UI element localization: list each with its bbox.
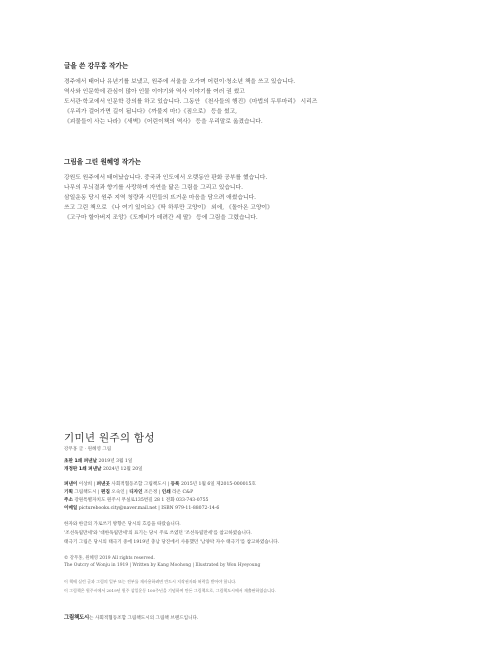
publisher-label: 펴낸이 [64,482,78,487]
author-bio [64,62,454,127]
first-edition-date: 2019년 3월 1일 [98,459,133,464]
address-label: 주소 [64,498,73,503]
first-edition-label: 초판 1쇄 펴낸날 [64,459,98,464]
credits-label: 기획 [64,490,73,495]
publisher-label: 등록 [170,482,180,487]
email-line: 이메일 picturebooks.city@naver.mail.net | ISBN 979-11-88072-14-6 [64,506,220,511]
address-value: 강원특별자치도 원주시 무실로135번길 28 1 전화 033-743-0755 [74,498,209,503]
credits-value: 그림책도시 [74,490,97,495]
second-edition-line [64,466,143,472]
credits-line: 기획 그림책도시 | 편집 오숙인 | 디자인 조은정 | 인쇄 라온 C&P [64,490,194,495]
credits-label: 편집 [101,490,110,495]
publisher-line: 펴낸이 이상희 | 펴낸곳 사회적협동조합 그림책도시 | 등록 2015년 1월 6일 제2015-000015호 [64,482,256,487]
note-line: '조선독립만세'와 '대한독립만세'의 표기는 당시 주로 쓰였던 '조선독립만세'를 참고하였습니다. [64,531,252,536]
second-edition-date: 2024년 12월 20일 [102,467,143,472]
publisher-value: 2015년 1월 6일 제2015-000015호 [180,482,256,487]
note-line: 태극기 그림은 당시의 태극기 중에 1919년 충남 당진에서 사용했던 '남양팍 자수 태극기'를 참고하였습니다. [64,540,280,545]
publisher-label: 펴낸곳 [96,482,110,487]
credits-value: 라온 C&P [172,490,194,495]
author-bio-line: 《괴물들이 사는 나라》《새벽》《어린이책의 역사》 등을 우리말로 옮겼습니다. [64,119,263,125]
illustrator-bio-line: 《고구마 할아버지 조앙》《도깨비가 데려간 세 딸》 등에 그림을 그렸습니다. [64,215,258,221]
author-bio-line: 《우리가 걸어가면 길이 됩니다》《까불지 마!》《짐으로》 등을 썼고, [64,109,238,115]
address-line [64,497,208,504]
second-edition-label: 개정판 1쇄 펴낸날 [64,467,102,472]
book-byline: 강무홍 글 · 원혜영 그림 [64,447,112,452]
author-bio-line: 경주에서 태어나 유년기를 보냈고, 원주에 서울을 오가며 어린이·청소년 책을 쓰고 있습니다. [64,79,296,85]
brand-text: 는 사회적협동조합 그림책도시의 그림책 브랜드입니다. [89,616,199,621]
publisher-value: 사회적협동조합 그림책도시 [111,482,167,487]
credits-label: 디자인 [129,490,143,495]
illustrator-bio-line: 강원도 원주에서 태어났습니다. 중국과 인도에서 오랫동안 판화 공부를 했습니다. [64,175,268,181]
illustrator-bio-title: 그림을 그린 원혜영 작가는 [64,158,141,166]
publisher-value: 이상희 [78,482,93,487]
illustrator-bio-line: 쓰고 그린 책으로 《나 여기 있어요》《딱 하루만 고양이》 외에, 《돌아온 고양이》 [64,205,273,211]
copyright-line: The Outcry of Wonju in 1919 | Written by Kang Moohong | Illustrated by Won Hyeyoung [64,563,261,568]
illustrator-bio [64,158,454,223]
isbn: ISBN 979-11-88072-14-6 [161,506,220,511]
author-bio-line: 도서관·학교에서 인문학 강의를 하고 있습니다. 그동안 《천사들의 행진》《마법의 두루마리》 시리즈 [64,99,318,105]
first-edition-line [64,458,132,464]
email-value: picturebooks.city@naver.mail.net [78,506,157,511]
credits-value: 오숙인 [111,490,125,495]
copyright-line: © 강무홍, 원혜영 2019 All rights reserved. [64,556,155,561]
author-bio-line: 역사와 인문학에 관심이 많아 인물 이야기와 역사 이야기를 여러 권 썼고 [64,89,245,95]
credits-value: 조은정 [143,490,158,495]
book-title: 기미년 원주의 함성 [64,432,155,444]
fine-print-line: 이 그림책은 원주시에서 2019년 원주 삼일운동 100주년을 기념하여 만든 그림책으로, 그림책도시에서 재출판하였습니다. [64,588,277,593]
author-bio-title: 글을 쓴 강무홍 작가는 [64,62,129,70]
brand-line [64,613,198,621]
note-line: 한자와 한글의 가로쓰기 방향은 당시의 흐름을 따랐습니다. [64,522,181,527]
illustrator-bio-line: 삼일운동 당시 원주 지역 청량과 시민들의 뜨거운 마음을 담으려 애썼습니다. [64,195,257,201]
illustrator-bio-line: 나무의 무늬결과 향기를 사랑하며 자연을 닮은 그림을 그리고 있습니다. [64,185,243,191]
email-label: 이메일 [64,506,78,511]
fine-print-line: 이 책에 실린 글과 그림의 일부 또는 전부를 재사용하려면 반드시 저작권자와 허락을 받아야 합니다. [64,579,237,584]
brand-logo: 그림책도시 [64,615,90,621]
credits-label: 인쇄 [161,490,171,495]
